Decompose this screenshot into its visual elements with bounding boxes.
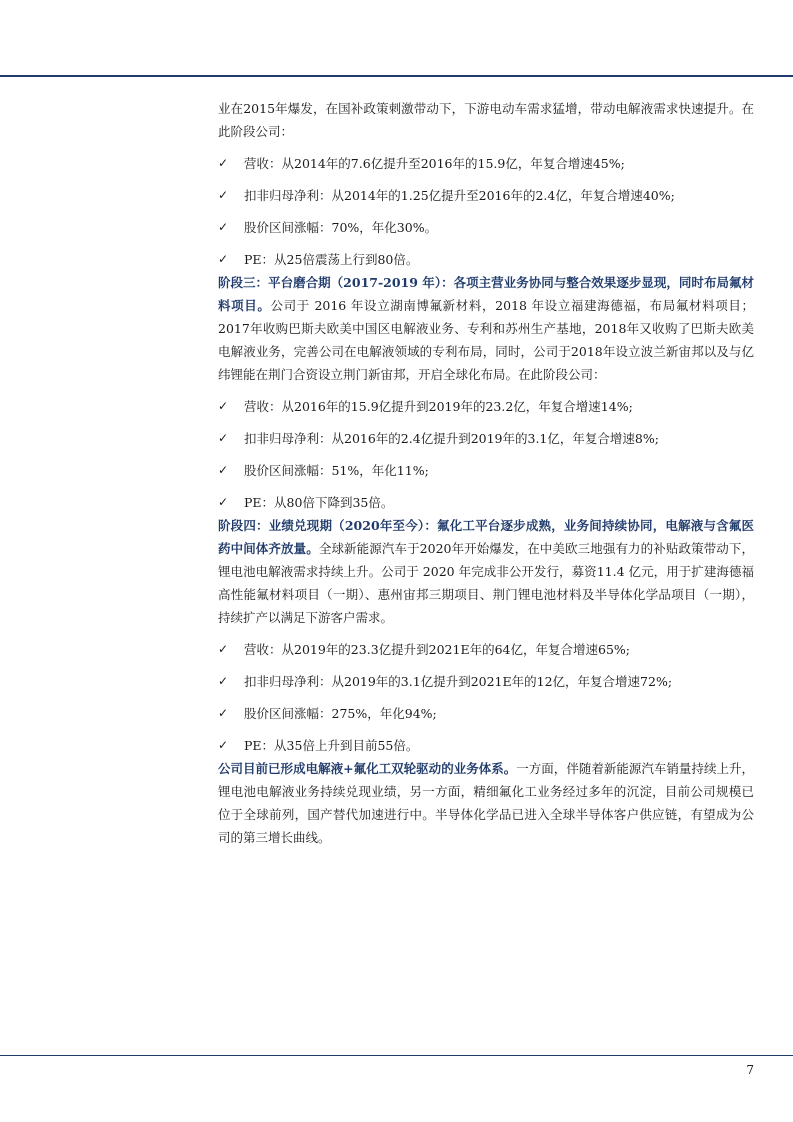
check-icon: ✓ [218,156,229,170]
page-number: 7 [746,1063,754,1077]
bullet-item: ✓ 股价区间涨幅：51%，年化11%; [218,459,754,482]
check-icon: ✓ [218,642,229,656]
check-icon: ✓ [218,252,229,266]
paragraph-intro: 业在2015年爆发，在国补政策刺激带动下，下游电动车需求猛增，带动电解液需求快速提升。在此阶段公司： [218,101,754,139]
bullet-item: ✓ 营收：从2016年的15.9亿提升到2019年的23.2亿，年复合增速14%; [218,395,754,418]
conclusion-paragraph [218,757,754,849]
stage4-heading: 阶段四：业绩兑现期（2020年至今）：氟化工平台逐步成熟，业务间持续协同，电解液与含氟医药中间体齐放量。 [218,518,754,556]
bullet-item: ✓ 扣非归母净利：从2019年的3.1亿提升到2021E年的12亿，年复合增速72%; [218,670,754,693]
check-icon: ✓ [218,220,229,234]
bullet-item: ✓ 营收：从2014年的7.6亿提升至2016年的15.9亿，年复合增速45%; [218,152,754,175]
page-body [218,97,754,849]
bullet-item: ✓ 扣非归母净利：从2016年的2.4亿提升到2019年的3.1亿，年复合增速8%; [218,427,754,450]
bullet-item: ✓ PE：从35倍上升到目前55倍。 [218,734,754,757]
stage4-paragraph [218,514,754,629]
check-icon: ✓ [218,674,229,688]
check-icon: ✓ [218,431,229,445]
check-icon: ✓ [218,738,229,752]
stage3-body: 公司于 2016 年设立湖南博氟新材料，2018 年设立福建海德福，布局氟材料项目；2017年收购巴斯夫欧美中国区电解液业务、专利和苏州生产基地，2018年又收购了巴斯夫欧美电解液业务，完善公司在电解液领域的专利布局，同时，公司于2018年设立波兰新宙邦以及与亿纬锂能在荆门合资设立荆门新宙邦，开启全球化布局。在此阶段公司： [218,298,754,382]
bullet-item: ✓ PE：从25倍震荡上行到80倍。 [218,248,754,271]
check-icon: ✓ [218,495,229,509]
check-icon: ✓ [218,706,229,720]
footer-rule [0,1055,793,1056]
bullet-item: ✓ PE：从80倍下降到35倍。 [218,491,754,514]
check-icon: ✓ [218,399,229,413]
check-icon: ✓ [218,188,229,202]
bullet-item: ✓ 股价区间涨幅：275%，年化94%; [218,702,754,725]
header-rule [0,75,793,77]
conclusion-heading: 公司目前已形成电解液+氟化工双轮驱动的业务体系。 [218,761,517,776]
check-icon: ✓ [218,463,229,477]
stage3-paragraph [218,271,754,386]
conclusion-body: 一方面，伴随着新能源汽车销量持续上升，锂电池电解液业务持续兑现业绩，另一方面，精细氟化工业务经过多年的沉淀，目前公司规模已位于全球前列，国产替代加速进行中。半导体化学品已进入全球半导体客户供应链，有望成为公司的第三增长曲线。 [218,761,754,845]
stage3-heading: 阶段三：平台磨合期（2017-2019 年）：各项主营业务协同与整合效果逐步显现，同时布局氟材料项目。 [218,275,754,313]
bullet-item: ✓ 扣非归母净利：从2014年的1.25亿提升至2016年的2.4亿，年复合增速40%; [218,184,754,207]
bullet-item: ✓ 股价区间涨幅：70%，年化30%。 [218,216,754,239]
bullet-item: ✓ 营收：从2019年的23.3亿提升到2021E年的64亿，年复合增速65%; [218,638,754,661]
stage4-body: 全球新能源汽车于2020年开始爆发，在中美欧三地强有力的补贴政策带动下，锂电池电解液需求持续上升。公司于 2020 年完成非公开发行，募资11.4 亿元，用于扩建海德福高性能氟材料项目（一期）、惠州宙邦三期项目、荆门锂电池材料及半导体化学品项目（一期），持续扩产以满足下游客户需求。 [218,541,754,625]
